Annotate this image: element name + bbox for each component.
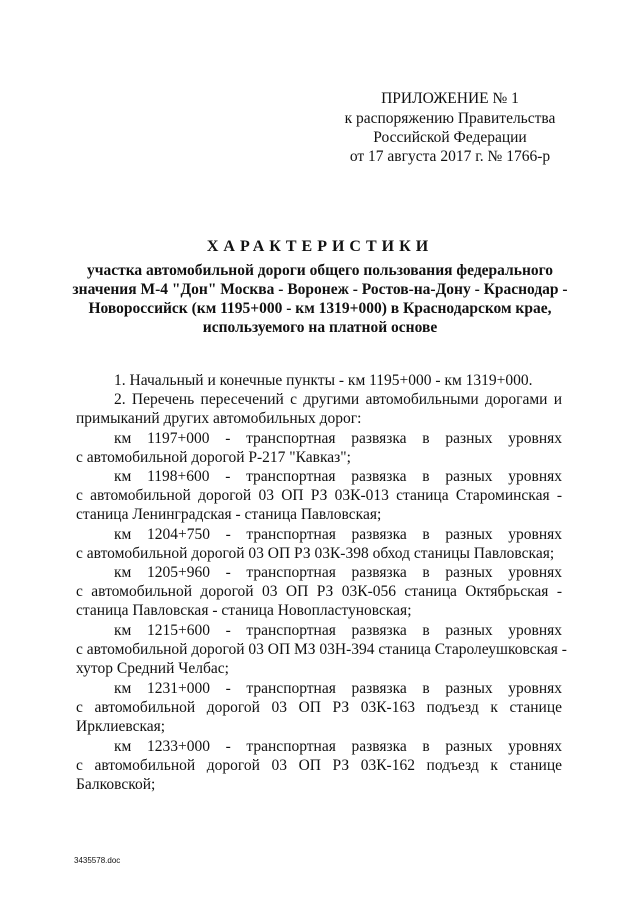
subtitle-line: значения М-4 "Дон" Москва - Воронеж - Ростов-на-Дону - Краснодар -: [72, 281, 568, 298]
body-line: км 1231+000 - транспортная развязка в разных уровнях: [114, 680, 562, 697]
body-line: км 1204+750 - транспортная развязка в разных уровнях: [114, 526, 562, 543]
decree-reference: к распоряжению Правительства: [344, 110, 556, 127]
government-name: Российской Федерации: [373, 129, 527, 146]
body-line: с автомобильной дорогой Р-217 "Кавказ";: [76, 449, 351, 466]
body-line: хутор Средний Челбас;: [76, 660, 229, 677]
body-line: примыканий других автомобильных дорог:: [76, 410, 362, 427]
body-line: км 1205+960 - транспортная развязка в разных уровнях: [114, 564, 562, 581]
file-name-footer: 3435578.doc: [74, 856, 121, 865]
body-line: 1. Начальный и конечные пункты - км 1195+000 - км 1319+000.: [114, 372, 533, 389]
body-line: станица Ленинградская - станица Павловская;: [76, 506, 382, 523]
body-line: км 1197+000 - транспортная развязка в разных уровнях: [114, 430, 562, 447]
subtitle-line: используемого на платной основе: [202, 319, 438, 336]
body-line: Ирклиевская;: [76, 718, 166, 735]
body-line: станица Павловская - станица Новопластуновская;: [76, 602, 412, 619]
body-line: с автомобильной дорогой 03 ОП РЗ 03К-398 обход станицы Павловская;: [76, 545, 555, 562]
document-title: ХАРАКТЕРИСТИКИ: [206, 238, 434, 255]
body-line: с автомобильной дорогой 03 ОП РЗ 03К-162 подъезд к станице: [76, 757, 562, 774]
body-line: Балковской;: [76, 776, 156, 793]
body-line: с автомобильной дорогой 03 ОП РЗ 03К-056 станица Октябрьская -: [76, 583, 562, 600]
decree-date: от 17 августа 2017 г. № 1766-р: [349, 148, 551, 165]
body-line: км 1233+000 - транспортная развязка в разных уровнях: [114, 738, 562, 755]
body-line: с автомобильной дорогой 03 ОП РЗ 03К-163 подъезд к станице: [76, 699, 562, 716]
body-line: с автомобильной дорогой 03 ОП МЗ 03Н-394 станица Старолеушковская -: [76, 641, 567, 658]
body-line: км 1215+600 - транспортная развязка в разных уровнях: [114, 622, 562, 639]
body-line: км 1198+600 - транспортная развязка в разных уровнях: [114, 468, 562, 485]
subtitle-line: участка автомобильной дороги общего пользования федерального: [86, 262, 554, 279]
appendix-label: ПРИЛОЖЕНИЕ № 1: [381, 90, 519, 107]
subtitle-line: Новороссийск (км 1195+000 - км 1319+000) в Краснодарском крае,: [88, 300, 552, 317]
body-line: 2. Перечень пересечений с другими автомобильными дорогами и: [114, 391, 562, 408]
body-line: с автомобильной дорогой 03 ОП РЗ 03К-013 станица Староминская -: [76, 487, 562, 504]
